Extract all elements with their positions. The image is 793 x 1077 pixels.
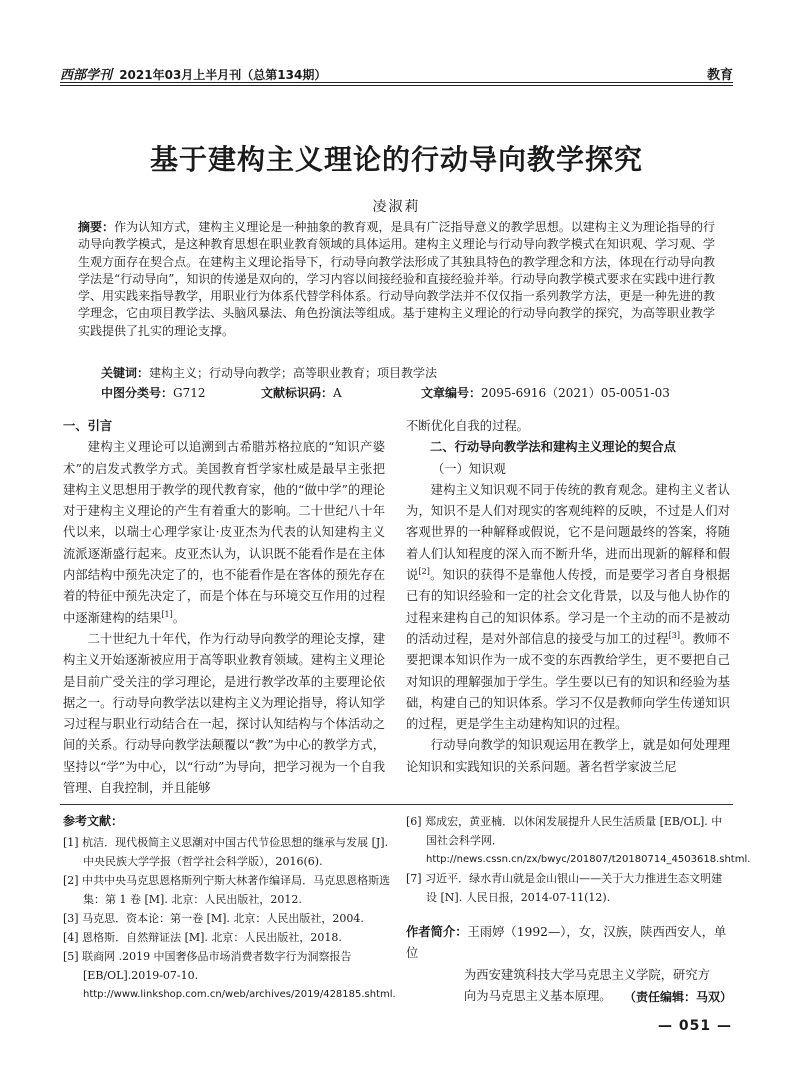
- citation: [1]: [161, 609, 173, 619]
- bio-text: 王雨婷（1992—），女，汉族，陕西西安人，单位: [406, 925, 727, 961]
- issue-info: 2021年03月上半月刊（总第134期）: [119, 68, 327, 82]
- paragraph-text: 。教师不要把课本知识作为一成不变的东西教给学生，更不要把自己对知识的理解强加于学生。学生要以已有的知识和经验为基础，构建自己的知识体系。学习不仅是教师向学生传递知识的过程，更是学生主动建构知识的过程。: [406, 631, 730, 732]
- paragraph-text: 。: [172, 610, 186, 625]
- paragraph: [63, 437, 385, 629]
- reference-item: [7] 习近平．绿水青山就是金山银山——关于大力推进生态文明建设 [N]. 人民日报，2014-07-11(12).: [406, 872, 723, 904]
- references-left: [63, 812, 396, 1004]
- bio-label: 作者简介：: [406, 925, 468, 939]
- doc-code-field: [261, 384, 342, 401]
- paragraph: 行动导向教学的知识观运用在教学上，就是如何处理理论知识和实践知识的关系问题。著名哲学家波兰尼: [406, 738, 730, 774]
- clc-value: G712: [173, 386, 206, 400]
- journal-info: [60, 64, 326, 83]
- paragraph: 二十世纪九十年代，作为行动导向教学的理论支撑，建构主义开始逐渐被应用于高等职业教育领域。建构主义理论是目前广受关注的学习理论，是进行教学改革的主要理论依据之一。行动导向教学法以建构主义为理论指导，将认知学习过程与职业行动结合在一起，探讨认知结构与个体活动之间的关系。行动导向教学法颠覆以“教”为中心的教学方式，坚持以“学”为中心，以“行动”为导向，把学习视为一个自我管理、自我控制，并且能够: [63, 631, 385, 796]
- header-rule-thin: [60, 85, 733, 86]
- abstract-text: 作为认知方式，建构主义理论是一种抽象的教育观，是具有广泛指导意义的教学思想。以建构主义为理论指导的行动导向教学模式，是这种教育思想在职业教育领域的具体运用。建构主义理论与行动导向教学模式在知识观、学习观、学生观方面存在契合点。在建构主义理论指导下，行动导向教学法形成了其独具特色的教学理念和方法，体现在行动导向教学法是“行动导向”，知识的传递是双向的，学习内容以间接经验和直接经验并举。行动导向教学模式要求在实践中进行教学、用实践来指导教学，用职业行为体系代替学科体系。行动导向教学法并不仅仅指一系列教学方法，更是一种先进的教学理念，它由项目教学法、头脑风暴法、角色扮演法等组成。基于建构主义理论的行动导向教学的探究，为高等职业教学实践提供了扎实的理论支撑。: [78, 220, 715, 338]
- bio-text: 向为马克思主义基本原理。: [464, 988, 612, 1003]
- section-heading-intro: 一、引言: [63, 419, 113, 433]
- reference-url: http://www.linkshop.com.cn/web/archives/2019/428185.shtml.: [83, 989, 396, 1000]
- reference-item: [2] 中共中央马克思恩格斯列宁斯大林著作编译局．马克思恩格斯选集：第 1 卷 [M]. 北京：人民出版社，2012.: [63, 874, 391, 906]
- subsection-heading: （一）知识观: [432, 461, 506, 476]
- citation: [3]: [668, 630, 680, 640]
- header-rule: [60, 82, 733, 83]
- references-divider: [60, 804, 733, 805]
- paragraph-text: 。知识的获得不是靠他人传授，而是要学习者自身根据已有的知识经验和一定的社会文化背景，以及与他人协作的过程来建构自己的知识体系。学习是一个主动的而不是被动的活动过程，是对外部信息的接受与加工的过程: [406, 568, 730, 646]
- abstract: [78, 219, 715, 340]
- article-no-label: 文章编号：: [421, 386, 482, 400]
- article-title: 基于建构主义理论的行动导向教学探究: [149, 143, 643, 176]
- paragraph-text: 建构主义理论可以追溯到古希腊苏格拉底的“知识产婆术”的启发式教学方式。美国教育哲学家杜威是最早主张把建构主义思想用于教学的现代教育家，他的“做中学”的理论对于建构主义理论的产生有着重大的影响。二十世纪八十年代以来，以瑞士心理学家让·皮亚杰为代表的认知建构主义流派逐渐盛行起来。皮亚杰认为，认识既不能看作是在主体内部结构中预先决定了的，也不能看作是在客体的预先存在着的特征中预先决定了，而是个体在与环境交互作用的过程中逐渐建构的结果: [63, 440, 385, 625]
- references-title: 参考文献：: [63, 814, 124, 828]
- reference-item: [4] 恩格斯．自然辩证法 [M]. 北京：人民出版社，2018.: [63, 931, 342, 944]
- reference-url: http://news.cssn.cn/zx/bwyc/201807/t20180714_4503618.shtml.: [426, 854, 751, 865]
- responsible-editor: （责任编辑：马双）: [623, 990, 732, 1004]
- doc-code-label: 文献标识码：: [261, 386, 334, 400]
- page-number: — 051 —: [658, 1018, 732, 1034]
- article-no-field: [421, 384, 670, 401]
- paragraph: 不断优化自我的过程。: [406, 419, 529, 433]
- references-right: [406, 812, 751, 907]
- keywords-label: 关键词：: [101, 366, 150, 380]
- article-no-value: 2095-6916（2021）05-0051-03: [481, 386, 670, 400]
- section-heading-fit: 二、行动导向教学法和建构主义理论的契合点: [430, 440, 676, 455]
- citation: [2]: [418, 566, 430, 576]
- abstract-label: 摘要：: [78, 220, 115, 234]
- paragraph-text: 建构主义知识观不同于传统的教育观念。建构主义者认为，知识不是人们对现实的客观纯粹的反映，不过是人们对客观世界的一种解释或假说，它不是问题最终的答案，将随着人们认知程度的深入而不断升华，进而出现新的解释和假说: [406, 482, 730, 583]
- clc-field: [101, 384, 206, 401]
- journal-name: 西部学刊: [60, 68, 113, 83]
- reference-item: [5] 联商网 .2019 中国奢侈品市场消费者数字行为洞察报告 [EB/OL].2019-07-10.: [63, 950, 352, 982]
- reference-item: [1] 杭洁．现代极简主义思潮对中国古代节俭思想的继承与发展 [J]. 中央民族大学学报（哲学社会科学版），2016(6).: [63, 836, 389, 868]
- reference-item: [6] 郑成宏，黄亚楠．以休闲发展提升人民生活质量 [EB/OL]. 中国社会科学网．: [406, 815, 723, 847]
- body-column-right: [406, 416, 730, 778]
- clc-label: 中图分类号：: [101, 386, 174, 400]
- running-header: [60, 60, 733, 84]
- bio-text: 为西安建筑科技大学马克思主义学院，研究方: [464, 967, 710, 982]
- section-label: 教育: [706, 68, 733, 83]
- body-column-left: [63, 416, 385, 799]
- article-author: 凌淑莉: [372, 199, 421, 215]
- reference-item: [3] 马克思．资本论：第一卷 [M]. 北京：人民出版社，2004.: [63, 912, 364, 925]
- doc-code-value: A: [333, 386, 342, 400]
- keywords-text: 建构主义；行动导向教学；高等职业教育；项目教学法: [149, 366, 438, 380]
- keywords: [101, 364, 721, 381]
- article-meta: [101, 384, 721, 400]
- paragraph: [406, 480, 730, 736]
